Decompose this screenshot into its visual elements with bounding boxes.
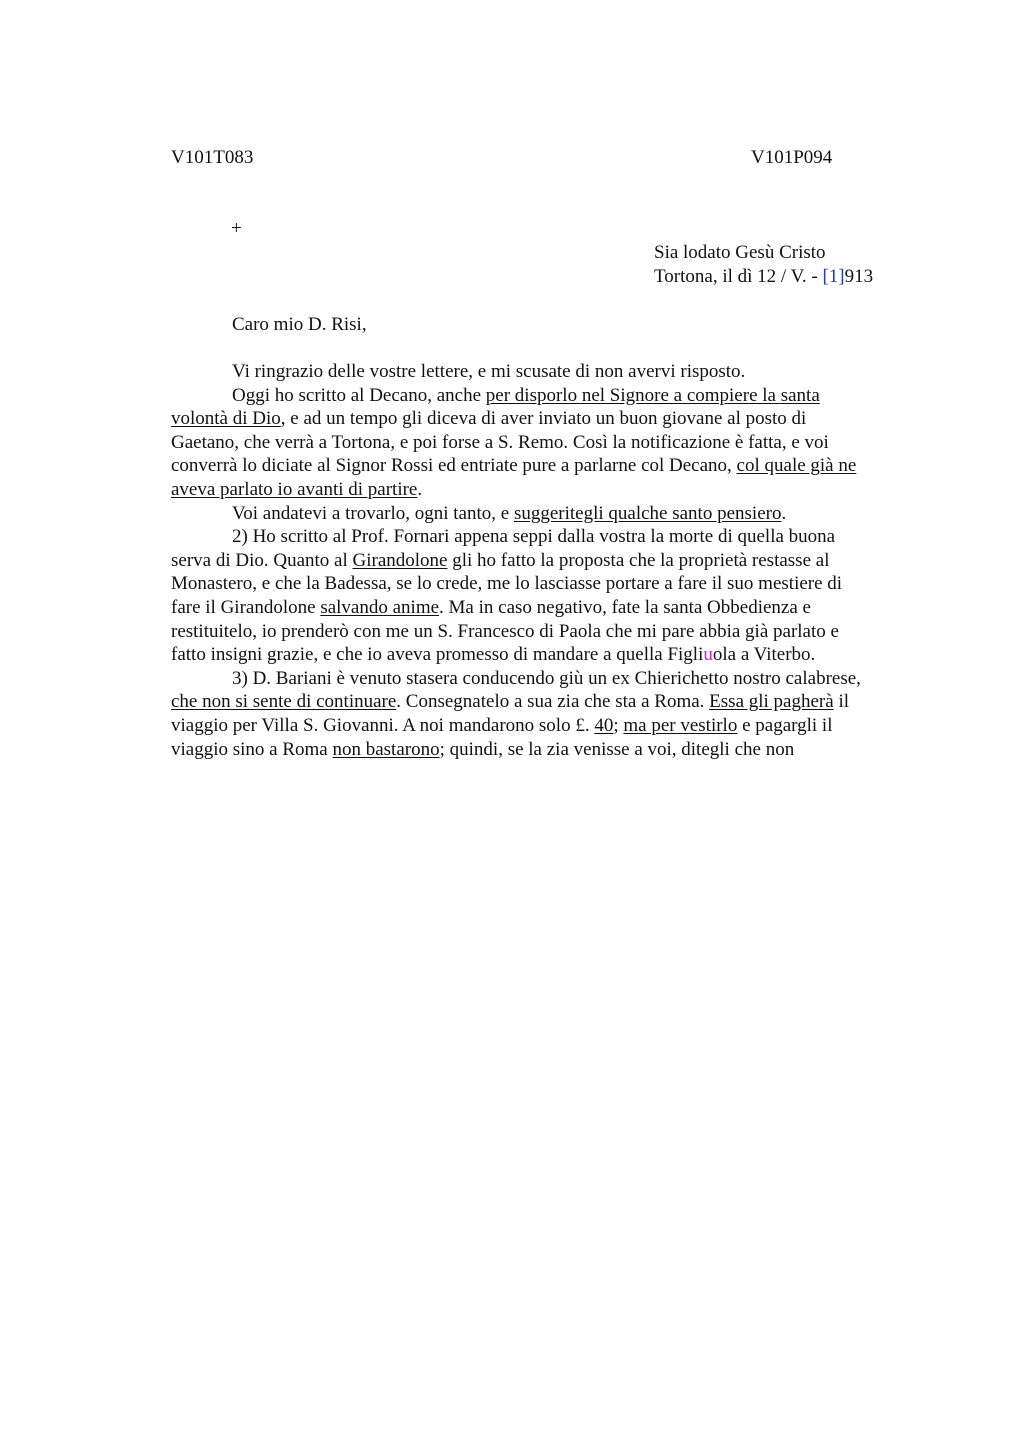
underlined-text: salvando anime [320,596,440,618]
underlined-text: non bastarono [332,738,440,760]
body-line [171,384,931,408]
correction-text: u [703,644,713,666]
body-text: Oggi ho scritto al Decano, anche [232,384,486,406]
year-restored-digit: 1 [828,266,839,287]
pious-salutation: Sia lodato Gesù Cristo [654,242,826,263]
year-bracket-close: ] [838,266,845,287]
body-text: fatto insigni grazie, e che io aveva promesso di mandare a quella Figli [171,644,704,666]
underlined-text: volontà di Dio [171,408,281,430]
body-line [171,572,931,596]
document-reference-right: V101P094 [751,147,833,168]
body-text: viaggio per Villa S. Giovanni. A noi mandarono solo £. [171,714,595,736]
body-line [171,643,931,667]
body-text: ; quindi, se la zia venisse a voi, ditegli che non [439,738,795,760]
body-text: ola a Viterbo. [712,644,816,666]
body-text: . Consegnatelo a sua zia che sta a Roma. [396,691,710,713]
body-line [171,549,931,573]
body-line [171,407,931,431]
body-line [171,667,931,691]
body-text: converrà lo diciate al Signor Rossi ed entriate pure a parlarne col Decano, [171,455,737,477]
body-text: . [417,478,423,500]
body-text: serva di Dio. Quanto al [171,549,353,571]
underlined-text: 40 [594,714,614,736]
body-text: . Ma in caso negativo, fate la santa Obbedienza e [439,596,811,618]
underlined-text: suggeritegli qualche santo pensiero [513,502,782,524]
body-text: , e ad un tempo gli diceva di aver inviato un buon giovane al posto di [280,408,807,430]
body-line [171,714,931,738]
underlined-text: ma per vestirlo [623,714,738,736]
body-text: Voi andatevi a trovarlo, ogni tanto, e [232,502,514,524]
body-line [171,431,931,455]
underlined-text: per disporlo nel Signore a compiere la santa [485,384,820,406]
underlined-text: aveva parlato io avanti di partire [171,478,418,500]
underlined-text: che non si sente di continuare [171,691,397,713]
body-line [171,596,931,620]
body-text: Vi ringrazio delle vostre lettere, e mi scusate di non avervi risposto. [232,361,746,382]
letter-body [171,360,931,761]
body-line [171,738,931,762]
cross-symbol: + [231,218,242,239]
place-date-prefix: Tortona, il dì 12 / V. - [654,266,823,287]
place-and-date [654,265,873,289]
body-text: . [781,502,787,524]
body-line [171,690,931,714]
body-line [171,620,931,644]
body-line [171,454,931,478]
year-bracket-open: [ [822,266,829,287]
body-text: e pagargli il [737,714,833,736]
underlined-text: col quale già ne [736,455,857,477]
body-text: 3) D. Bariani è venuto stasera conducendo giù un ex Chierichetto nostro calabrese, [232,667,861,689]
body-text: il [833,691,849,713]
body-line [171,502,931,526]
year-rest: 913 [844,266,874,287]
body-text: Gaetano, che verrà a Tortona, e poi forse a S. Remo. Così la notificazione è fatta, e voi [171,431,829,453]
body-text: gli ho fatto la proposta che la proprietà restasse al [447,549,830,571]
body-text: viaggio sino a Roma [171,738,333,760]
body-text: fare il Girandolone [171,596,321,618]
underlined-text: Girandolone [352,549,448,571]
underlined-text: Essa gli pagherà [709,691,834,713]
letter-greeting: Caro mio D. Risi, [232,314,367,335]
body-text: ; [613,714,624,736]
body-line [171,478,931,502]
body-text: 2) Ho scritto al Prof. Fornari appena seppi dalla vostra la morte di quella buona [232,526,836,548]
body-text: Monastero, e che la Badessa, se lo crede, me lo lasciasse portare a fare il suo mestiere di [171,573,843,595]
body-line [171,360,931,384]
document-reference-left: V101T083 [171,147,254,168]
body-line [171,525,931,549]
body-text: restituitelo, io prenderò con me un S. Francesco di Paola che mi pare abbia già parlato e [171,620,839,642]
